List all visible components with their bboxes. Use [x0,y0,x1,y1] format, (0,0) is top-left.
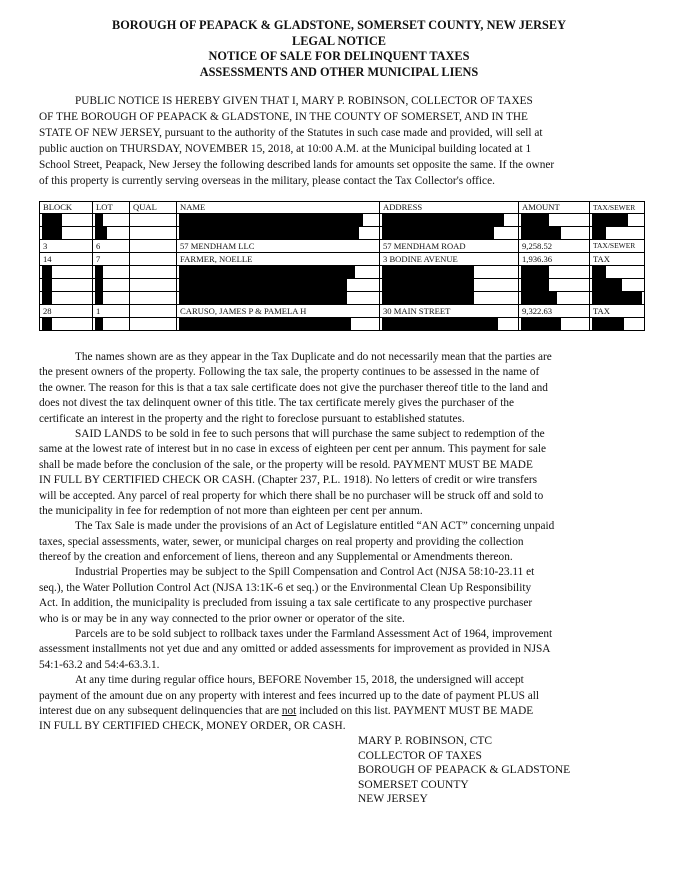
redaction-bar [382,227,494,239]
qual-cell [130,292,177,305]
body-line [39,704,637,719]
name-cell [177,318,380,331]
qual-cell [130,305,177,318]
block-cell [40,227,93,240]
redaction-bar [592,318,624,330]
body-line: IN FULL BY CERTIFIED CHECK, MONEY ORDER, OR CASH. [39,720,346,733]
body-line: thereof by the creation and enforcement of liens, thereon and any Supplemental or Amendments thereon. [39,551,513,564]
body-line: who is or may be in any way connected to the prior owner or operator of the site. [39,612,405,625]
qual-cell [130,240,177,253]
block-cell [40,292,93,305]
type-cell [590,318,645,331]
block-cell: 3 [40,240,93,253]
intro-line: public auction on THURSDAY, NOVEMBER 15, 2018, at 10:00 A.M. at the Municipal building located at 1 [39,143,532,155]
amount-cell: 1,936.36 [519,253,590,266]
table-row [40,266,645,279]
redaction-bar [42,214,62,226]
amount-cell [519,318,590,331]
block-cell [40,266,93,279]
qual-cell [130,227,177,240]
amount-cell [519,279,590,292]
body-line: IN FULL BY CERTIFIED CHECK OR CASH. (Chapter 237, P.L. 1918). No letters of credit or wire transfers [39,474,537,487]
body-line: The Tax Sale is made under the provisions of an Act of Legislature entitled “AN ACT” concerning unpaid [75,520,555,533]
address-cell [380,279,519,292]
redaction-bar [42,292,52,304]
amount-cell [519,266,590,279]
qual-cell [130,266,177,279]
body-line: the municipality in fee for redemption of not more than eighteen per cent per annum. [39,504,423,517]
redaction-bar [42,227,62,239]
body-line: At any time during regular office hours, BEFORE November 15, 2018, the undersigned will accept [75,674,524,687]
name-cell: CARUSO, JAMES P & PAMELA H [177,305,380,318]
body-text [39,350,637,735]
body-line: the present owners of the property. Following the tax sale, the property continues to be assessed in the name of [39,366,540,379]
redaction-bar [382,279,474,291]
intro-line: of this property is currently serving overseas in the military, please contact the Tax Collector's office. [39,175,495,187]
body-line: payment of the amount due on any property with interest and fees incurred up to the date of payment PLUS all [39,689,540,702]
amount-cell [519,292,590,305]
body-line: the owner. The reason for this is that a tax sale certificate does not give the purchaser thereof title to the land and [39,381,548,394]
address-cell [380,292,519,305]
amount-cell: 9,322.63 [519,305,590,318]
redaction-bar [592,227,606,239]
body-line: The names shown are as they appear in the Tax Duplicate and do not necessarily mean that the parties are [75,351,552,363]
redaction-bar [95,227,107,239]
body-line: Parcels are to be sold subject to rollback taxes under the Farmland Assessment Act of 1964, improvement [75,628,553,641]
signature-block [358,734,570,807]
header-borough-line: BOROUGH OF PEAPACK & GLADSTONE, SOMERSET COUNTY, NEW JERSEY [112,18,566,32]
redaction-bar [95,214,103,226]
intro-line: School Street, Peapack, New Jersey the following described lands for amounts set opposite the same. If the owner [39,159,555,171]
block-cell [40,214,93,227]
redaction-bar [179,227,359,239]
type-cell [590,227,645,240]
type-cell [590,266,645,279]
qual-cell [130,214,177,227]
type-cell [590,292,645,305]
delinquent-property-table [39,201,645,331]
address-cell: 30 MAIN STREET [380,305,519,318]
table-header-row [40,202,645,214]
table-row [40,292,645,305]
address-cell [380,266,519,279]
amount-cell: 9,258.52 [519,240,590,253]
notice-header [38,18,640,80]
redaction-bar [179,279,347,291]
redaction-bar [521,318,561,330]
redaction-bar [179,292,347,304]
redaction-bar [382,266,474,278]
body-line: same at the lowest rate of interest but in no case in excess of eighteen per cent per annum. This payment for sale [39,443,547,456]
block-cell [40,318,93,331]
body-line: assessment installments not yet due and any omitted or added assessments for improvement as provided in NJSA [39,643,551,656]
intro-line: PUBLIC NOTICE IS HEREBY GIVEN THAT I, MARY P. ROBINSON, COLLECTOR OF TAXES [75,95,533,107]
address-cell: 3 BODINE AVENUE [380,253,519,266]
redaction-bar [179,266,355,278]
qual-cell [130,253,177,266]
block-cell: 28 [40,305,93,318]
header-assessments: ASSESSMENTS AND OTHER MUNICIPAL LIENS [199,64,479,79]
name-cell [177,227,380,240]
type-cell: TAX/SEWER [590,240,645,253]
lot-cell [93,227,130,240]
type-cell: TAX [590,305,645,318]
lot-cell: 6 [93,240,130,253]
type-cell [590,214,645,227]
redaction-bar [521,227,561,239]
address-cell [380,227,519,240]
redaction-bar [382,292,474,304]
body-line: shall be made before the conclusion of the sale, or the property will be resold. PAYMENT MUST BE MADE [39,458,533,471]
table-row [40,240,645,253]
qual-cell [130,279,177,292]
header-notice-of-sale: NOTICE OF SALE FOR DELINQUENT TAXES [208,49,470,63]
amount-cell [519,227,590,240]
body-line: SAID LANDS to be sold in fee to such persons that will purchase the same subject to redemption of the [75,427,545,440]
redaction-bar [382,318,498,330]
redaction-bar [179,318,351,330]
table-row [40,214,645,227]
body-line: seq.), the Water Pollution Control Act (NJSA 13:1K-6 et seq.) or the Environmental Clean Up Responsibility [39,581,532,594]
name-cell: 57 MENDHAM LLC [177,240,380,253]
col-address: ADDRESS [380,202,519,214]
redaction-bar [592,292,642,304]
name-cell: FARMER, NOELLE [177,253,380,266]
lot-cell [93,266,130,279]
redaction-bar [521,279,549,291]
redaction-bar [42,318,52,330]
table-row [40,227,645,240]
table-row [40,305,645,318]
body-line: certificate an interest in the property and the right to foreclose pursuant to established statutes. [39,412,465,425]
redaction-bar [42,266,52,278]
address-cell [380,318,519,331]
underlined-not: not [281,704,297,717]
body-text-fragment: interest due on any subsequent delinquencies that are [39,704,282,717]
redaction-bar [95,279,103,291]
block-cell [40,279,93,292]
intro-line: STATE OF NEW JERSEY, pursuant to the authority of the Statutes in such case made and provided, will sell at [39,127,543,139]
table-row [40,318,645,331]
redaction-bar [42,279,52,291]
body-line: Act. In addition, the municipality is precluded from issuing a tax sale certificate to any prospective purchaser [39,597,533,610]
header-legal-notice: LEGAL NOTICE [292,33,386,48]
col-amount: AMOUNT [519,202,590,214]
name-cell [177,214,380,227]
name-cell [177,266,380,279]
type-cell: TAX [590,253,645,266]
col-block: BLOCK [40,202,93,214]
redaction-bar [521,214,549,226]
address-cell: 57 MENDHAM ROAD [380,240,519,253]
body-line: 54:1-63.2 and 54:4-63.3.1. [39,658,160,671]
body-line: will be accepted. Any parcel of real property for which there shall be no purchaser will be struck off and sold to [39,489,544,502]
col-name: NAME [177,202,380,214]
block-cell: 14 [40,253,93,266]
lot-cell: 1 [93,305,130,318]
col-tax-sewer: TAX/SEWER [590,202,645,214]
type-cell [590,279,645,292]
col-qual: QUAL [130,202,177,214]
lot-cell [93,279,130,292]
signature-name: MARY P. ROBINSON, CTC [358,735,493,747]
lot-cell [93,318,130,331]
redaction-bar [521,266,549,278]
body-text-fragment: included on this list. PAYMENT MUST BE MADE [296,704,534,717]
redaction-bar [382,214,504,226]
qual-cell [130,318,177,331]
signature-title: COLLECTOR OF TAXES [358,749,482,762]
redaction-bar [179,214,363,226]
redaction-bar [592,279,622,291]
signature-county: SOMERSET COUNTY [358,778,469,791]
name-cell [177,279,380,292]
signature-borough: BOROUGH OF PEAPACK & GLADSTONE [358,764,571,777]
lot-cell: 7 [93,253,130,266]
redaction-bar [592,266,606,278]
intro-paragraph [39,93,637,189]
body-line: does not divest the tax delinquent owner of this title. The tax certificate merely gives the purchaser of the [39,397,515,410]
signature-state: NEW JERSEY [358,793,428,806]
lot-cell [93,292,130,305]
table-row [40,253,645,266]
lot-cell [93,214,130,227]
redaction-bar [592,214,628,226]
table-row [40,279,645,292]
amount-cell [519,214,590,227]
col-lot: LOT [93,202,130,214]
intro-line: OF THE BOROUGH OF PEAPACK & GLADSTONE, IN THE COUNTY OF SOMERSET, AND IN THE [39,111,528,123]
redaction-bar [95,292,103,304]
redaction-bar [95,266,103,278]
redaction-bar [95,318,103,330]
body-line: taxes, special assessments, water, sewer, or municipal charges on real property and providing the collection [39,535,524,548]
name-cell [177,292,380,305]
redaction-bar [521,292,557,304]
address-cell [380,214,519,227]
body-line: Industrial Properties may be subject to the Spill Compensation and Control Act (NJSA 58:10-23.11 et [75,566,535,579]
